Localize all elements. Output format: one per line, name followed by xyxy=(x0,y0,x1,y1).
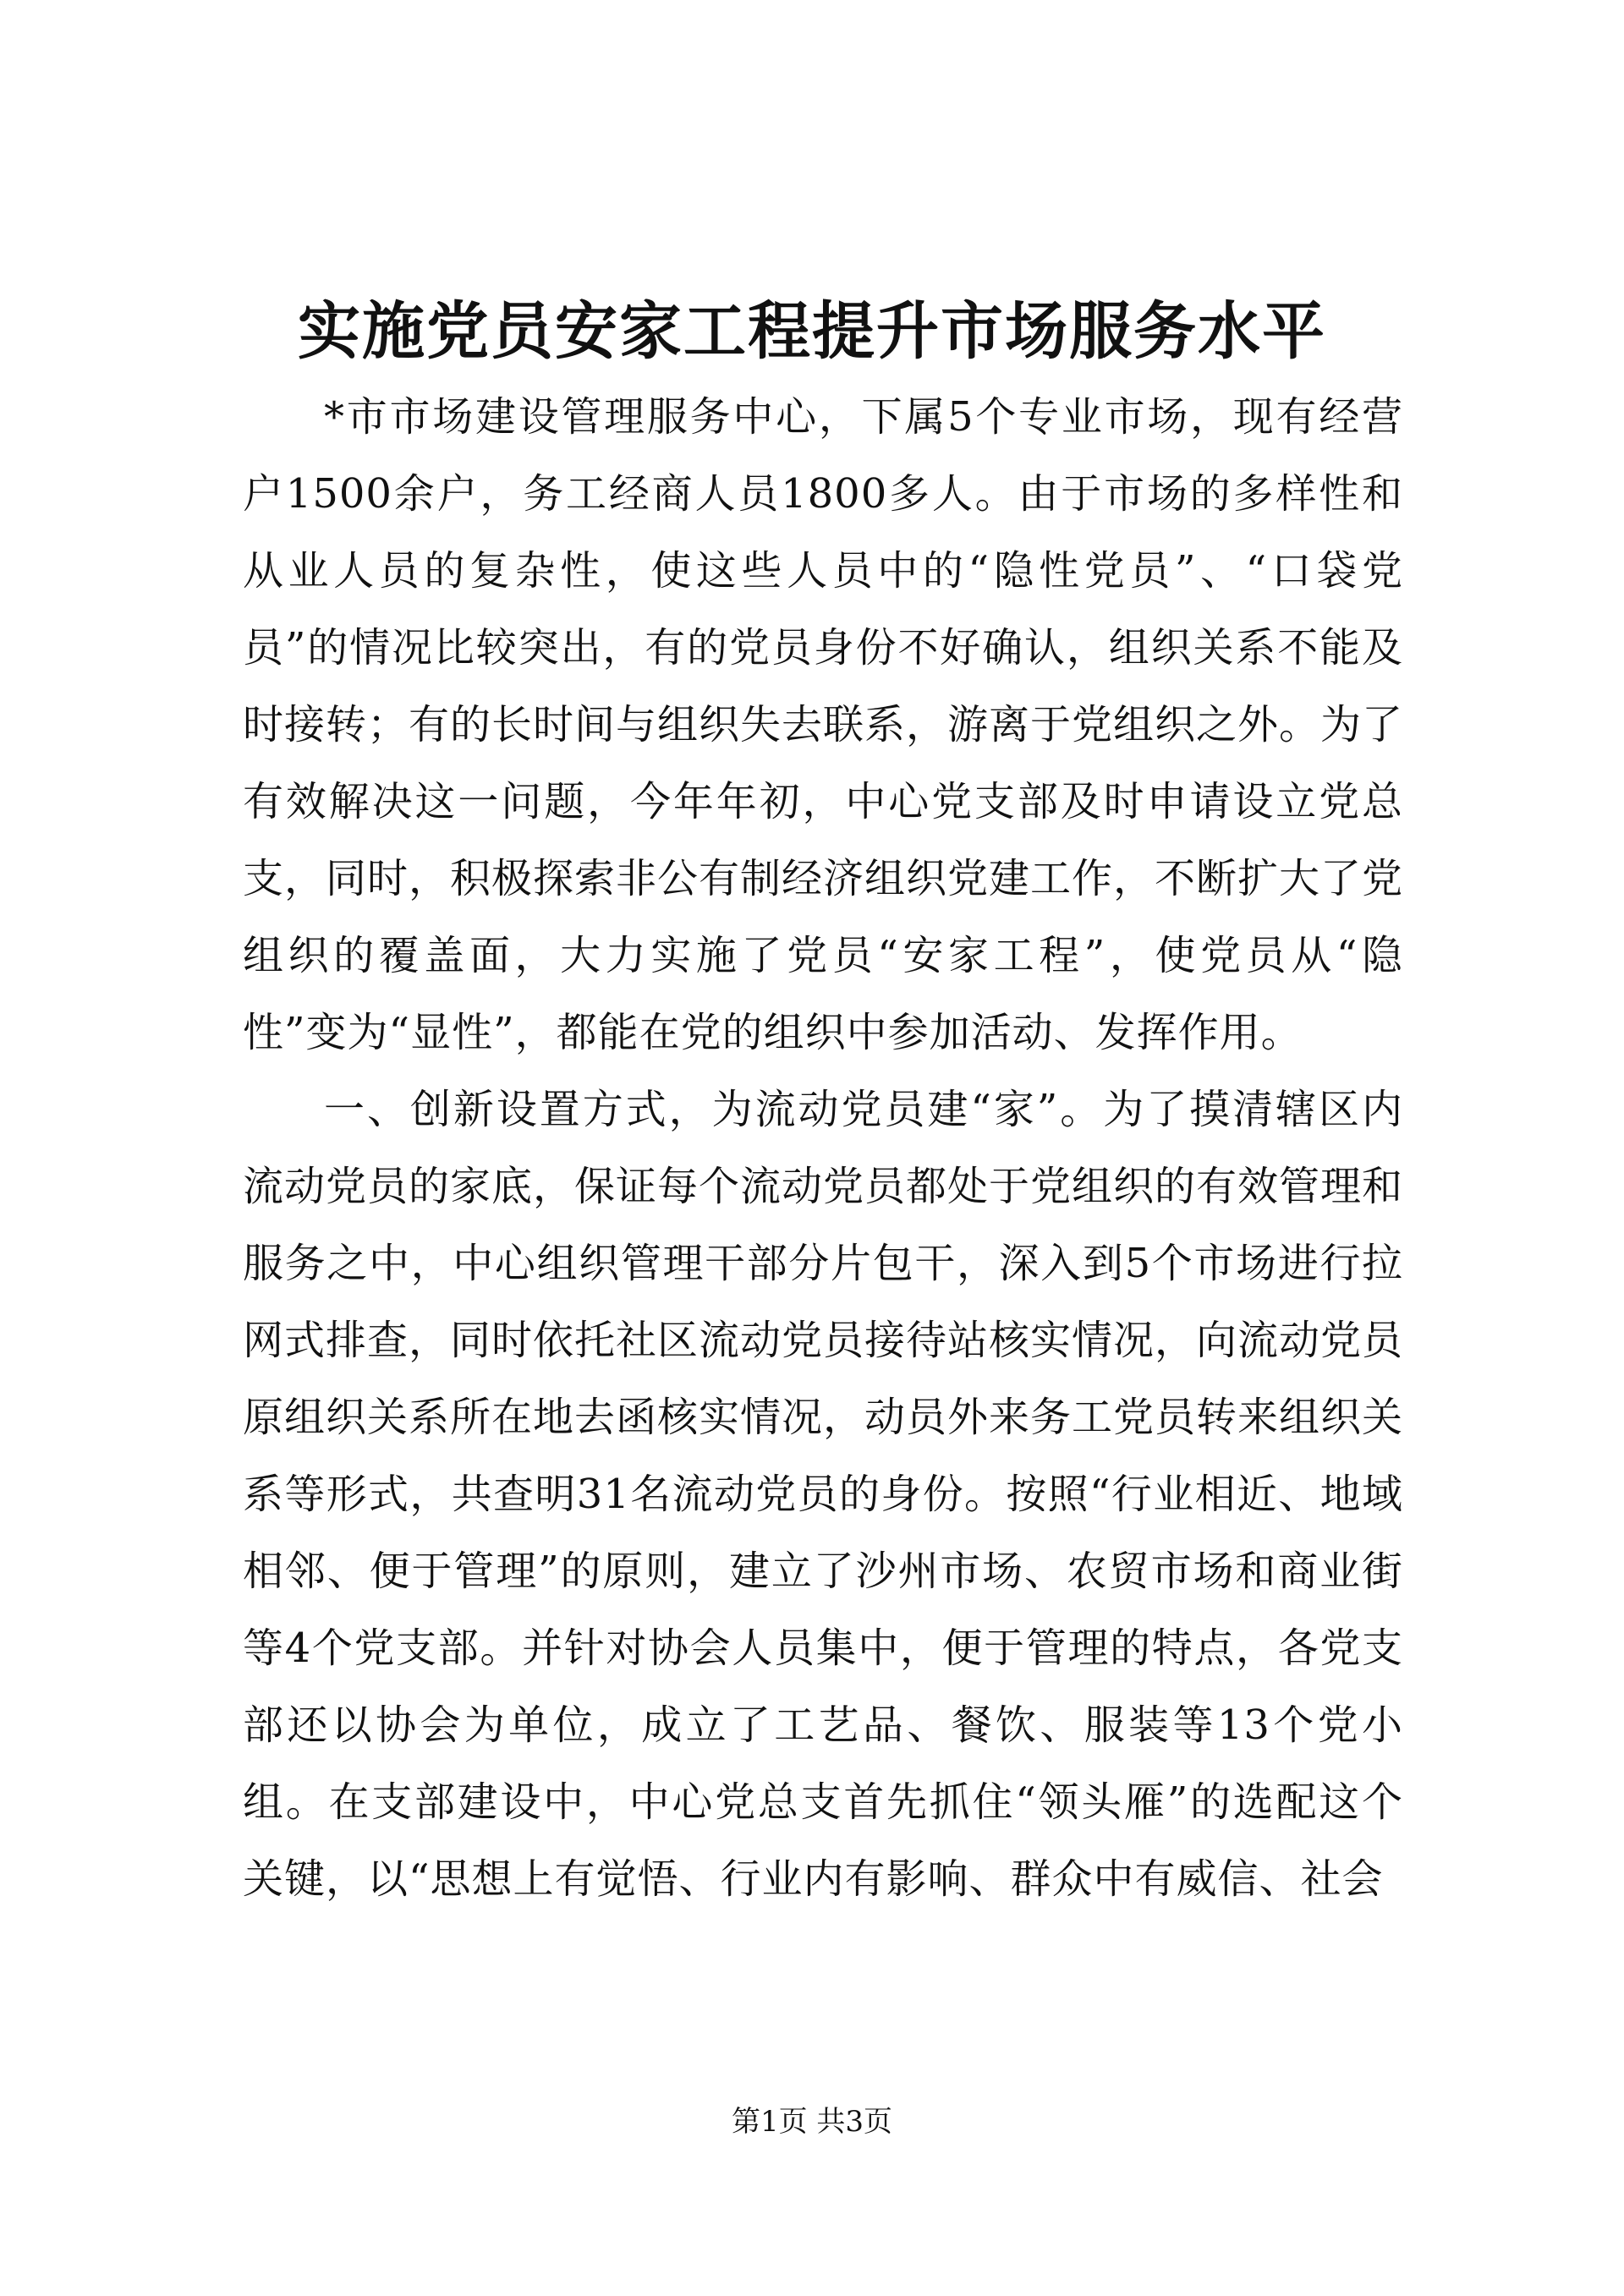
paragraph-intro: *市市场建设管理服务中心，下属5个专业市场，现有经营户1500余户，务工经商人员1800多人。由于市场的多样性和从业人员的复杂性，使这些人员中的“隐性党员”、“口袋党员”的情况比较突出，有的党员身份不好确认，组织关系不能及时接转；有的长时间与组织失去联系，游离于党组织之外。为了有效解决这一问题，今年年初，中心党支部及时申请设立党总支，同时，积极探索非公有制经济组织党建工作，不断扩大了党组织的覆盖面，大力实施了党员“安家工程”，使党员从“隐性”变为“显性”，都能在党的组织中参加活动、发挥作用。 xyxy=(243,393,1404,1056)
document-title: 实施党员安家工程提升市场服务水平 xyxy=(298,294,1326,368)
page-number-footer: 第1页 共3页 xyxy=(731,2105,893,2139)
paragraph-section-one: 一、创新设置方式，为流动党员建“家”。为了摸清辖区内流动党员的家底，保证每个流动党员都处于党组织的有效管理和服务之中，中心组织管理干部分片包干，深入到5个市场进行拉网式排查，同时依托社区流动党员接待站核实情况，向流动党员原组织关系所在地去函核实情况，动员外来务工党员转来组织关系等形式，共查明31名流动党员的身份。按照“行业相近、地域相邻、便于管理”的原则，建立了沙州市场、农贸市场和商业街等4个党支部。并针对协会人员集中，便于管理的特点，各党支部还以协会为单位，成立了工艺品、餐饮、服装等13个党小组。在支部建设中，中心党总支首先抓住“领头雁”的选配这个关键，以“思想上有觉悟、行业内有影响、群众中有威信、社会 xyxy=(243,1086,1404,1903)
document-body xyxy=(243,379,1403,1918)
